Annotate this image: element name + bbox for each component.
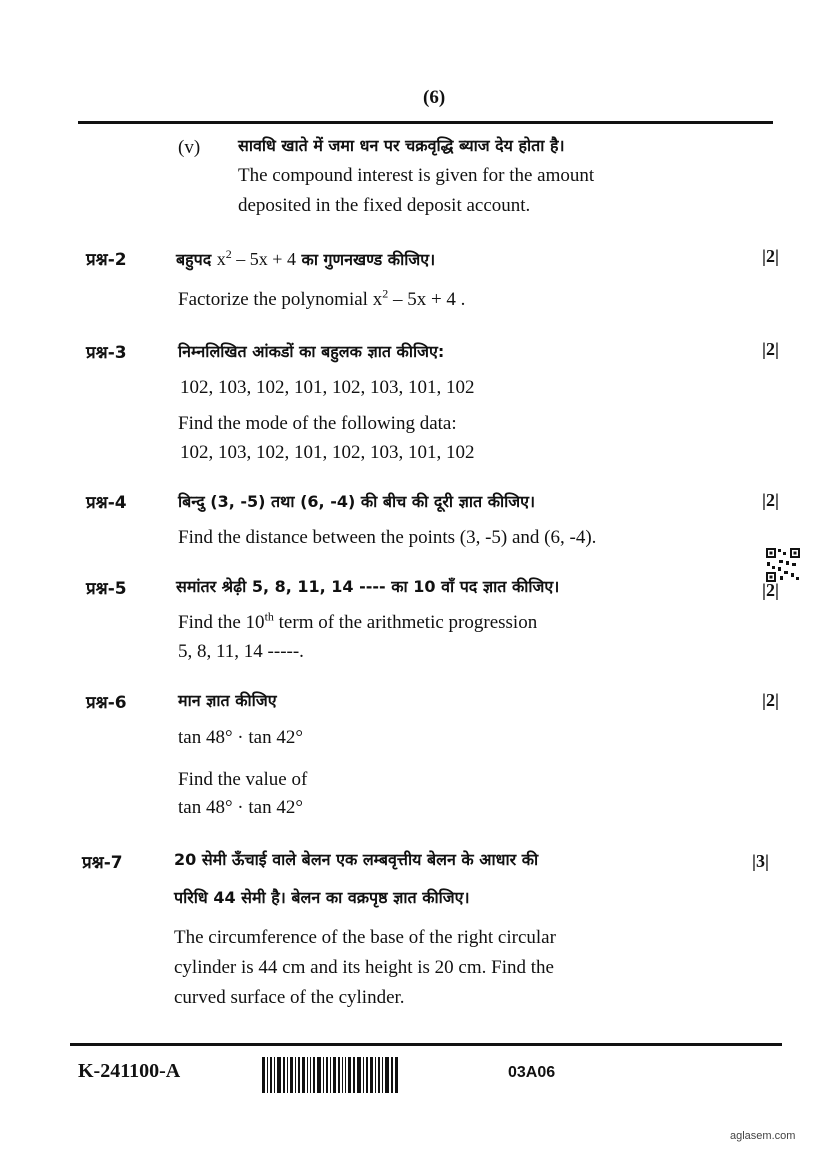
question-5-english (178, 611, 537, 635)
question-3-data-2: 102, 103, 102, 101, 102, 103, 101, 102 (180, 442, 475, 463)
barcode-bar (385, 1057, 389, 1093)
question-6-marks: |2| (762, 690, 779, 710)
question-3-data: 102, 103, 102, 101, 102, 103, 101, 102 (180, 377, 475, 398)
question-2-polynomial (217, 249, 296, 269)
barcode-bar (366, 1057, 368, 1093)
question-4-marks: |2| (762, 490, 779, 510)
barcode-bar (395, 1057, 398, 1093)
question-5-english-b: term of the arithmetic progression (273, 612, 538, 633)
question-5-english-sup: th (264, 609, 274, 624)
question-7-label: प्रश्न-7 (82, 853, 123, 873)
question-5-english-2: 5, 8, 11, 14 -----. (178, 641, 304, 662)
barcode-bar (283, 1057, 285, 1093)
question-7-marks: |3| (752, 851, 769, 871)
item-v-hindi: सावधि खाते में जमा धन पर चक्रवृद्धि ब्याज देय होता है। (238, 136, 565, 155)
question-3-hindi: निम्नलिखित आंकडों का बहुलक ज्ञात कीजिए: (178, 342, 445, 361)
poly-rest: – 5x + 4 (231, 249, 296, 269)
item-v-marker: (v) (178, 137, 201, 158)
barcode (262, 1057, 482, 1093)
question-7-english-3: curved surface of the cylinder. (174, 987, 405, 1008)
barcode-bar (298, 1057, 300, 1093)
barcode-bar (353, 1057, 355, 1093)
question-2-hindi-a: बहुपद (176, 250, 212, 269)
paper-code: K-241100-A (78, 1060, 181, 1082)
question-2-english (178, 288, 465, 312)
series-code: 03A06 (508, 1064, 556, 1081)
question-7-hindi-2: परिधि 44 सेमी है। बेलन का वक्रपृष्ठ ज्ञात कीजिए। (174, 888, 470, 907)
barcode-bar (302, 1057, 305, 1093)
barcode-bar (357, 1057, 361, 1093)
question-7-english-2: cylinder is 44 cm and its height is 20 cm. Find the (174, 957, 554, 978)
item-v-english-2: deposited in the fixed deposit account. (238, 195, 531, 216)
question-2-english-prefix: Factorize the polynomial (178, 289, 368, 310)
barcode-bar (287, 1057, 288, 1093)
barcode-bar (267, 1057, 268, 1093)
question-6-english: Find the value of (178, 769, 308, 790)
barcode-bar (317, 1057, 321, 1093)
qr-code-icon (765, 547, 801, 583)
question-2-hindi (176, 248, 435, 270)
question-7-hindi-1: 20 सेमी ऊँचाई वाले बेलन एक लम्बवृत्तीय बेलन के आधार की (174, 850, 539, 869)
poly-exp: 2 (225, 247, 232, 261)
barcode-bar (277, 1057, 281, 1093)
question-4-english: Find the distance between the points (3, -5) and (6, -4). (178, 527, 597, 548)
watermark: aglasem.com (730, 1130, 796, 1142)
question-2-label: प्रश्न-2 (86, 250, 127, 270)
barcode-bar (262, 1057, 265, 1093)
question-4-label: प्रश्न-4 (86, 493, 127, 513)
page-number: (6) (423, 87, 446, 108)
poly-x: x (216, 249, 226, 269)
barcode-bar (363, 1057, 364, 1093)
barcode-bar (274, 1057, 275, 1093)
barcode-bar (270, 1057, 272, 1093)
english-poly-rest: – 5x + 4 . (388, 289, 466, 310)
question-5-english-a: Find the 10 (178, 612, 265, 633)
barcode-bar (323, 1057, 324, 1093)
barcode-bar (382, 1057, 383, 1093)
barcode-bar (391, 1057, 393, 1093)
question-5-marks: |2| (762, 580, 779, 600)
question-3-marks: |2| (762, 339, 779, 359)
barcode-bar (333, 1057, 336, 1093)
question-6-expr: tan 48° · tan 42° (178, 727, 303, 748)
barcode-bar (326, 1057, 328, 1093)
barcode-bar (290, 1057, 293, 1093)
barcode-bar (295, 1057, 296, 1093)
english-poly-exp: 2 (382, 286, 389, 301)
footer-rule (70, 1043, 782, 1046)
barcode-bar (330, 1057, 331, 1093)
question-5-hindi: समांतर श्रेढ़ी 5, 8, 11, 14 ---- का 10 वाँ पद ज्ञात कीजिए। (176, 577, 560, 596)
barcode-bar (348, 1057, 351, 1093)
barcode-bar (342, 1057, 343, 1093)
question-3-english: Find the mode of the following data: (178, 413, 457, 434)
question-7-english-1: The circumference of the base of the right circular (174, 927, 556, 948)
barcode-bar (338, 1057, 340, 1093)
barcode-bar (313, 1057, 315, 1093)
question-2-hindi-b: का गुणनखण्ड कीजिए। (301, 250, 436, 269)
barcode-bar (310, 1057, 311, 1093)
barcode-bar (370, 1057, 373, 1093)
question-2-marks: |2| (762, 246, 779, 266)
barcode-bar (375, 1057, 376, 1093)
question-6-expr-2: tan 48° · tan 42° (178, 797, 303, 818)
barcode-bar (345, 1057, 346, 1093)
barcode-bar (307, 1057, 308, 1093)
question-6-hindi: मान ज्ञात कीजिए (178, 691, 277, 710)
question-5-label: प्रश्न-5 (86, 579, 127, 599)
header-rule (78, 121, 773, 124)
question-6-label: प्रश्न-6 (86, 693, 127, 713)
barcode-bar (378, 1057, 380, 1093)
question-3-label: प्रश्न-3 (86, 343, 127, 363)
item-v-english-1: The compound interest is given for the amount (238, 165, 595, 186)
english-poly-x: x (372, 289, 383, 310)
question-4-hindi: बिन्दु (3, -5) तथा (6, -4) की बीच की दूरी ज्ञात कीजिए। (178, 492, 536, 511)
